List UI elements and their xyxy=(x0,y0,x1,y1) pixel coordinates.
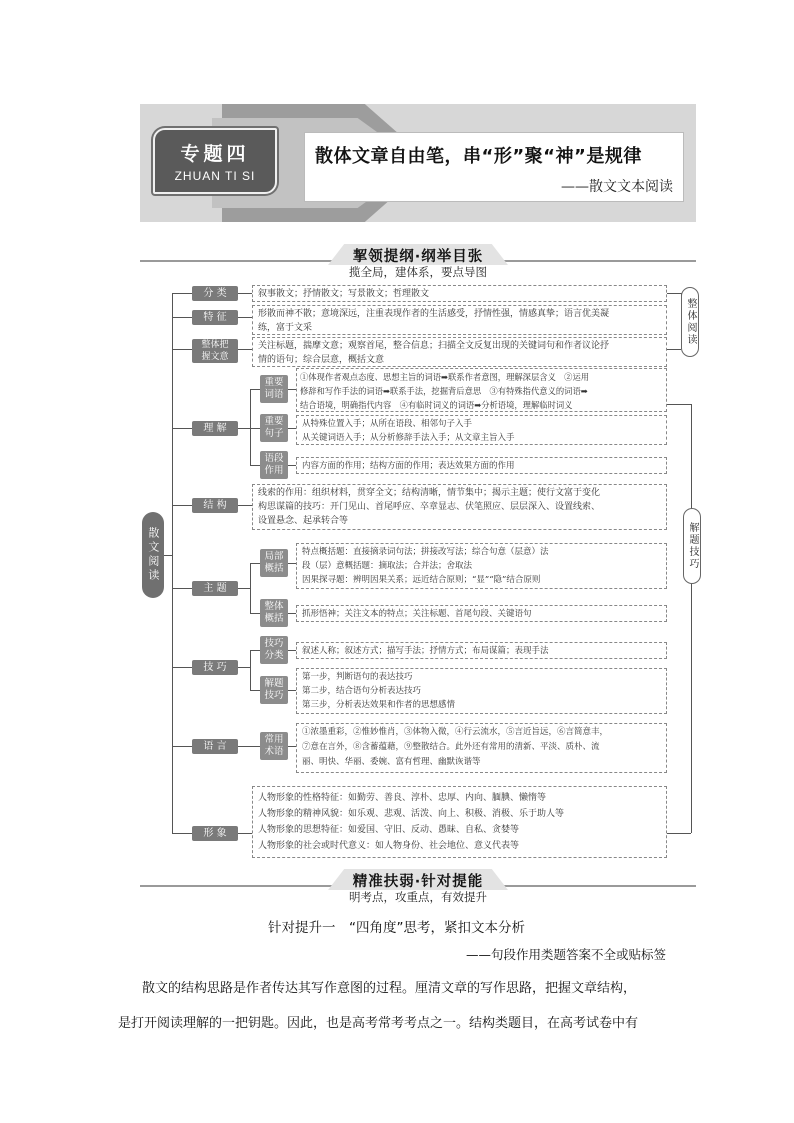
sub-common-terms-label: 常用术语 xyxy=(264,734,284,757)
local-summary-box xyxy=(296,543,667,589)
leaf-line xyxy=(288,389,296,390)
box-line: 第三步，分析表达效果和作者的思想感情 xyxy=(302,700,456,710)
leaf-line xyxy=(238,505,252,506)
sub-important-words xyxy=(260,375,288,403)
leaf-line xyxy=(288,613,296,614)
sub-solving-techniques-label: 解题技巧 xyxy=(264,678,284,701)
trunk-line xyxy=(172,293,173,833)
branch-overall-meaning xyxy=(192,339,238,363)
root-label: 散文阅读 xyxy=(146,527,160,583)
body-paragraph-line: 散文的结构思路是作者传达其写作意图的过程。厘清文章的写作思路，把握文章结构， xyxy=(142,981,637,996)
sub-important-sentences-label: 重要句子 xyxy=(264,416,284,439)
bracket-tick xyxy=(667,404,691,405)
topic-title-box xyxy=(304,132,684,202)
side-solving-techniques xyxy=(683,508,701,584)
box-line: 结合语境，明确指代内容 ④有临时词义的词语➡分析语境，理解临时词义 xyxy=(300,400,573,410)
box-line: 关注标题，揣摩文意；观察首尾，整合信息；扫描全文反复出现的关键词句和作者议论抒 xyxy=(258,341,610,351)
box-line: 练，富于文采 xyxy=(258,323,313,333)
sub-overall-summary-label: 整体概括 xyxy=(264,601,284,624)
practice-subheading: ——句段作用类题答案不全或贴标签 xyxy=(466,947,667,962)
box-line: 因果探寻题：辨明因果关系；远近结合原则；“显”“隐”结合原则 xyxy=(302,575,541,585)
side-overall-reading-label: 整体阅读 xyxy=(685,298,696,346)
box-line: 特点概括题：直接摘录词句法；拼接改写法；综合句意（层意）法 xyxy=(302,547,549,557)
classification-box xyxy=(252,285,667,302)
features-box xyxy=(252,305,667,335)
topic-badge xyxy=(153,128,277,194)
section-title: 精准扶弱·针对提能 xyxy=(352,874,484,890)
box-line: 修辞和写作手法的词语➡联系手法，挖掘背后意思 ③有特殊指代意义的词语➡ xyxy=(300,386,588,396)
sub-line xyxy=(250,563,260,564)
common-terms-box xyxy=(296,723,667,773)
topic-banner xyxy=(140,104,696,222)
box-line: 叙事散文；抒情散文；写景散文；哲理散文 xyxy=(258,289,430,299)
box-line: 人物形象的社会或时代意义：如人物身份、社会地位、意义代表等 xyxy=(258,841,520,851)
leaf-line xyxy=(238,317,252,318)
sub-technique-types-label: 技巧分类 xyxy=(264,638,284,661)
sub-spine xyxy=(250,389,251,465)
sub-overall-summary xyxy=(260,599,288,627)
leaf-line xyxy=(288,563,296,564)
box-line: 第二步，结合语句分析表达技巧 xyxy=(302,686,422,696)
leaf-line xyxy=(288,690,296,691)
leaf-line xyxy=(238,293,252,294)
branch-line xyxy=(172,428,192,429)
sub-line xyxy=(250,428,260,429)
sub-connector xyxy=(238,746,260,747)
root-connector xyxy=(164,555,172,556)
box-line: 抓形悟神；关注文本的特点；关注标题、首尾句段、关键语句 xyxy=(302,609,532,619)
branch-line xyxy=(172,833,192,834)
overall-summary-box xyxy=(296,605,667,622)
box-line: 第一步，判断语句的表达技巧 xyxy=(302,672,413,682)
root-node xyxy=(142,512,164,598)
box-line: ①体现作者观点态度、思想主旨的词语➡联系作者意图，理解深层含义 ②运用 xyxy=(300,372,590,382)
sub-common-terms xyxy=(260,732,288,760)
sub-line xyxy=(250,465,260,466)
sub-important-words-label: 重要词语 xyxy=(264,377,284,400)
sub-local-summary xyxy=(260,549,288,577)
box-line: 从特殊位置入手；从所在语段、相邻句子入手 xyxy=(302,419,473,429)
section-subtitle: 揽全局，建体系，要点导图 xyxy=(349,265,487,279)
box-line: 从关键词语入手；从分析修辞手法入手；从文章主旨入手 xyxy=(302,433,515,443)
sub-paragraph-function xyxy=(260,451,288,479)
sub-important-sentences xyxy=(260,414,288,442)
sub-line xyxy=(250,650,260,651)
topic-title: 散体文章自由笔，串“形”聚“神”是规律 xyxy=(315,146,642,167)
box-line: 内容方面的作用；结构方面的作用；表达效果方面的作用 xyxy=(302,461,515,471)
sub-line xyxy=(250,613,260,614)
branch-line xyxy=(172,746,192,747)
branch-comprehension: 理 解 xyxy=(192,421,238,436)
box-line: 段（层）意概括题：摘取法；合并法；舍取法 xyxy=(302,561,473,571)
structure-box xyxy=(252,484,667,530)
branch-line xyxy=(172,505,192,506)
paragraph-function-box xyxy=(296,457,667,474)
sub-local-summary-label: 局部概括 xyxy=(264,551,284,574)
leaf-line xyxy=(238,833,252,834)
leaf-line xyxy=(288,746,296,747)
sub-line xyxy=(250,389,260,390)
box-line: ①浓墨重彩，②惟妙惟肖，③体物入微，④行云流水，⑤言近旨远，⑥言简意丰， xyxy=(302,727,609,737)
box-line: 情的语句；综合层意，概括文意 xyxy=(258,355,385,365)
box-line: 丽、明快、华丽、委婉、富有哲理、幽默诙谐等 xyxy=(302,757,481,767)
branch-techniques: 技 巧 xyxy=(192,660,238,675)
technique-types-box xyxy=(296,642,667,659)
side-overall-reading xyxy=(681,287,699,357)
branch-line xyxy=(172,349,192,350)
branch-line xyxy=(172,588,192,589)
box-line: 形散而神不散；意境深远，注重表现作者的生活感受，抒情性强，情感真挚；语言优美凝 xyxy=(258,309,610,319)
sub-paragraph-function-label: 语段作用 xyxy=(264,453,284,476)
branch-language: 语 言 xyxy=(192,739,238,754)
leaf-line xyxy=(288,650,296,651)
leaf-line xyxy=(288,465,296,466)
bracket-tick xyxy=(667,349,681,350)
sub-connector xyxy=(238,428,250,429)
body-paragraph-line: 是打开阅读理解的一把钥匙。因此，也是高考常考考点之一。结构类题目，在高考试卷中有 xyxy=(118,1016,639,1031)
solving-techniques-box xyxy=(296,668,667,714)
box-line: 人物形象的精神风貌：如乐观、悲观、活泼、向上、积极、消极、乐于助人等 xyxy=(258,809,565,819)
leaf-line xyxy=(238,349,252,350)
branch-line xyxy=(172,317,192,318)
section-header-outline xyxy=(140,243,696,283)
box-line: 人物形象的思想特征：如爱国、守旧、反动、愚昧、自私、贪婪等 xyxy=(258,825,520,835)
sub-solving-techniques xyxy=(260,676,288,704)
box-line: 线索的作用：组织材料，贯穿全文；结构清晰，情节集中；揭示主题；使行文富于变化 xyxy=(258,488,601,498)
section-subtitle: 明考点，攻重点，有效提升 xyxy=(349,890,487,904)
branch-image: 形 象 xyxy=(192,826,238,841)
topic-badge-pinyin: ZHUAN TI SI xyxy=(174,169,256,183)
section-header-practice xyxy=(140,868,696,908)
sub-line xyxy=(250,690,260,691)
section-title: 挈领提纲·纲举目张 xyxy=(352,249,484,265)
image-box xyxy=(252,786,667,858)
box-line: 构思谋篇的技巧：开门见山、首尾呼应、卒章显志、伏笔照应、层层深入、设置线索、 xyxy=(258,502,601,512)
branch-features: 特 征 xyxy=(192,310,238,325)
sub-technique-types xyxy=(260,636,288,664)
important-sentences-box xyxy=(296,415,667,445)
overall-meaning-box xyxy=(252,337,667,367)
branch-theme: 主 题 xyxy=(192,581,238,596)
box-line: 叙述人称；叙述方式；描写手法；抒情方式；布局谋篇；表现手法 xyxy=(302,646,549,656)
practice-heading: 针对提升一 “四角度”思考，紧扣文本分析 xyxy=(268,920,525,936)
box-line: 人物形象的性格特征：如勤劳、善良、淳朴、忠厚、内向、腼腆、懒惰等 xyxy=(258,793,547,803)
bracket-solving-techniques xyxy=(691,404,692,833)
topic-subtitle: ——散文文本阅读 xyxy=(561,179,673,195)
sub-spine xyxy=(250,650,251,690)
branch-line xyxy=(172,293,192,294)
branch-structure: 结 构 xyxy=(192,498,238,513)
important-words-box xyxy=(296,368,667,412)
box-line: ⑦意在言外，⑧含蓄蕴藉，⑨整散结合。此外还有常用的清新、平淡、质朴、流 xyxy=(302,742,600,752)
branch-overall-meaning-label: 整体把握文意 xyxy=(201,340,229,362)
bracket-tick xyxy=(667,833,691,834)
box-line: 设置悬念、起承转合等 xyxy=(258,516,349,526)
sub-connector xyxy=(238,667,250,668)
side-solving-techniques-label: 解题技巧 xyxy=(687,522,698,570)
topic-badge-title: 专题四 xyxy=(180,143,250,165)
bracket-tick xyxy=(667,293,681,294)
branch-classification: 分 类 xyxy=(192,286,238,301)
sub-connector xyxy=(238,588,250,589)
branch-line xyxy=(172,667,192,668)
sub-spine xyxy=(250,563,251,613)
leaf-line xyxy=(288,428,296,429)
